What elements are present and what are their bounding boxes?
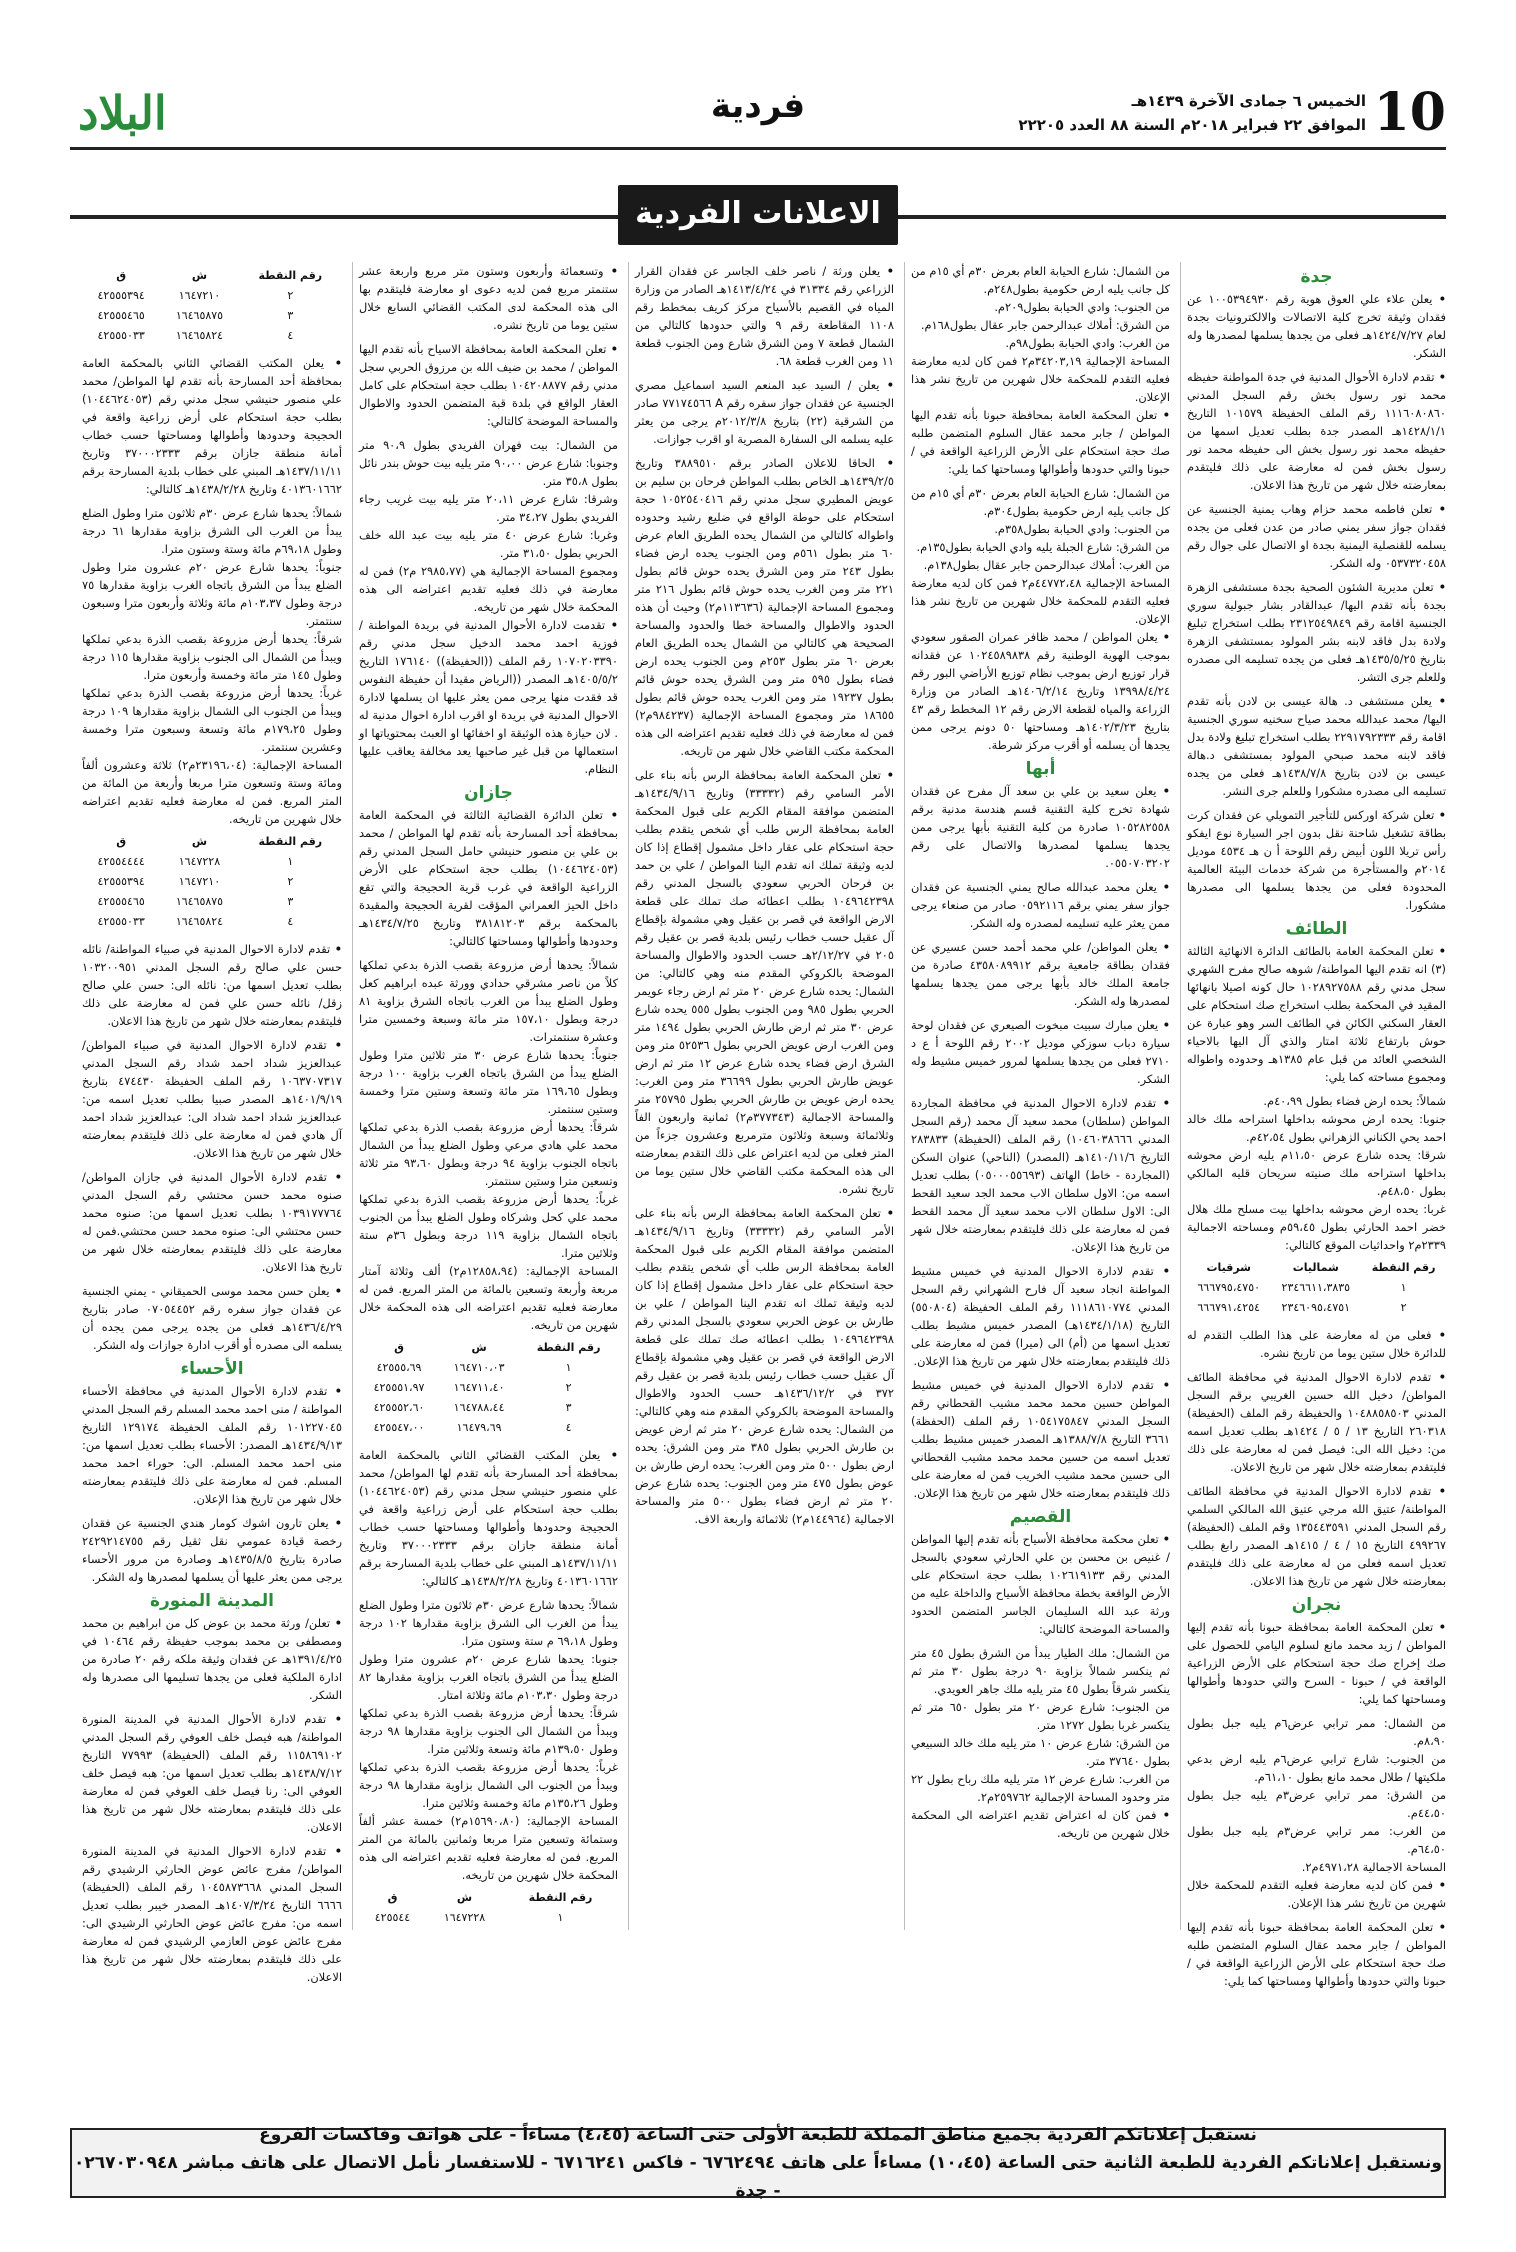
table-cell: ١٦٤٧٢٢٨ <box>443 1911 486 1924</box>
table-row <box>359 1418 618 1438</box>
ad-detail-line: وشرقا: شارع عرض ٢٠،١١ متر يليه بيت غريب رجاء الفريدي بطول ٣٤،٢٧ متر. <box>359 492 618 524</box>
ad-detail-line: من الجنوب: شارع عرض ٢٠ متر بطول ٦٥٠ متر ثم ينكسر غربا بطول ١٢٧٢ متر. <box>911 1700 1170 1732</box>
ad-detail-line: شمالاً: يحدها شارع عرض ٣٠م ثلاثون مترا وطول الضلع يبدأ من الغرب الى الشرق بزاوية مقدارها ١٠٢ درجة وطول ٦٩،١٨ م ستة وستون مترا. <box>359 1598 619 1648</box>
ad-paragraph: • تقدم لادارة الأحوال المدنية في محافظة الأحساء المواطنة / منى احمد محمد المسلم رقم السجل المدني ١٠١٢٢٧٠٤٥ رقم الملف الحفيظة ١٢٩١٧٤ التاريخ ١٤٣٤/٩/١٣هـ المصدر: الأحساء بطلب تعديل اسمها من: منى احمد محمد المسلم. الى: حوراء احمد محمد المسلم. فمن له معارضة على ذلك فليتقدم بمعارضته خلال شهر من تاريخ هذا الإعلان. <box>82 1382 342 1508</box>
table-header-row <box>359 1888 618 1908</box>
ad-detail-line: من الشمال: ملك الطيار يبدأ من الشرق بطول ٤٥ متر ثم ينكسر شمالاً بزاوية ٩٠ درجة بطول ٣٠ متر ثم ينكسر شرقاً بطول ٤٥ متر يليه ملك جاهر العويدي. <box>911 1646 1170 1696</box>
table-cell: ٤٢٥٥٤٤٤٤ <box>97 855 145 868</box>
ad-paragraph: • فمن كان لديه معارضة فعليه التقدم للمحكمة خلال شهرين من تاريخ نشر هذا الإعلان. <box>1187 1876 1446 1912</box>
ad-paragraph: • يعلن تارون اشوك كومار هندي الجنسية عن فقدان رخصة قيادة عمومي نقل ثقيل رقم ٢٤٢٩٢١٤٧٥٥ صادرة بتاريخ ١٤٣٥/٨/٥هـ وصادرة من مرور الأحساء يرجى ممن يعثر عليها أن يسلمها لمصدرها وله الشكر. <box>82 1514 342 1586</box>
city-heading: الأحساء <box>180 1359 244 1379</box>
table-cell: ٤ <box>565 1421 572 1434</box>
ad-detail-line: من الشمال: شارع الحيابة العام بعرض ٣٠م أي ١٥م من كل جانب يليه ارض حكومية بطول٣٠٤م. <box>911 486 1170 518</box>
table-cell: ١٦٤٦٥٨٢٤ <box>175 915 224 928</box>
ad-detail-line: جنوبا: يحدها شارع عرض ٢٠م عشرون مترا وطول الضلع يبدأ من الشرق باتجاه الغرب بزاوية مقدارها ٨٢ درجة وطول ١٠٣،٣٠م مائة وثلاثة امتار. <box>359 1652 619 1702</box>
ads-columns <box>70 262 1447 1988</box>
ad-detail-line: من الشمال: ممر ترابي عرض٦م يليه جبل بطول ٨،٩٠م. <box>1187 1716 1446 1748</box>
page-number: 10 <box>1373 82 1446 143</box>
ad-paragraph: • وتسعمائة وأربعون وستون متر مربع واربعة عشر ستنمتر مربع فمن لديه دعوى او معارضة فليتقدم بها الى هذه المحكمة لدى المكتب القضائي السابع خلال ستين يوما من تاريخ نشره. <box>359 262 618 334</box>
table-row <box>82 912 342 932</box>
masthead <box>70 78 1446 150</box>
ad-detail-line: المساحة الاجمالية ٤٩٧١،٢٨م٢. <box>1301 1860 1446 1874</box>
ad-paragraph: • الحاقا للاعلان الصادر برقم ٣٨٨٩٥١٠ وتاريخ ١٤٣٩/٢/٥هـ الخاص بطلب المواطن فرحان بن سليم بن عويض المطيري سجل مدني رقم ١٠٥٢٥٤٠٤١٦ حجة استحكام على حوطة الواقع في ضليع رشيد وحدوده واطواله كالتالي من الشمال يحده الطريق العام عرض ٦٠ متر بطول ٥٦١م ومن الجنوب يحده ارض فضاء بطول ٢٤٣ متر ومن الشرق يحده حوش قائم بطول ٢٢١ متر ومن الغرب يحده حوش قائم بطول ٢١٦ متر ومجموع المساحة الإجمالية (١١٣٦٣٦م٢) وحيث أن هذه الحدود والاطوال والمساحة خطا والحدود والمساحة الصحيحة هي كالتالي من الشمال يحده الطريق العام بعرض ٦٠ متر بطول ٢٥٣م ومن الجنوب يحده ارض فضاء بطول ٥٩٥ متر ومن الشرق يحده حوش قائم بطول ١٩٢٣٧ متر ومن الغرب يحده حوش قائم بطول ١٨٦٥٥ متر ومجموع المساحة الإجمالية (٩٨٤٢٣٧م٢) فمن له معارضة في ذلك فعليه تقديم اعتراضه الى هذه المحكمة مكتب القاضي خلال شهر من تاريخه. <box>635 454 894 760</box>
ad-detail-line: شرقا: يحده شارع عرض ١١،٥٠م يليه ارض محوشه بداخلها استراحه ملك صنيته سريحان قليه المالكي بطول ٤٨،٥٠م. <box>1187 1148 1447 1198</box>
table-cell: ١٦٤٧٢١٠ <box>178 289 221 302</box>
ad-paragraph: • تعلن مديرية الشئون الصحية بجدة مستشفى الزهرة بجدة بأنه تقدم اليها/ عبدالقادر بشار جبولية سوري الجنسية اقامة رقم ٢٣١٢٥٤٩٨٤٩ بطلب استخراج تبليغ ولادة بدل فاقد لابنه بشر المولود بمستشفى الزهرة بتاريخ ١٤٣٥/٥/٢٥هـ فعلى من يجده تسليمه الى مصدره وللعلم جرى التشر. <box>1187 578 1446 686</box>
ad-detail-line: من الجنوب: شارع ترابي عرض٦م يليه ارض بدعي ملكيتها / طلال محمد مانع بطول ٦١،١٠م. <box>1187 1752 1447 1784</box>
ad-detail-line: شرقاً: يحدها أرض مزروعة بقصب الذرة بدعي تملكها ويبدأ من الشمال الى الجنوب بزاوية مقدارها ٩٨ درجة وطول ١٣٩،٥٠م مائة وتسعة وثلاثين مترا. <box>359 1706 618 1756</box>
table-cell: ٢ <box>287 875 294 888</box>
table-header-cell: ق <box>394 1341 404 1354</box>
coordinates-table <box>359 1888 618 1928</box>
table-header-cell: ش <box>456 1891 473 1904</box>
ad-detail-line: من الجنوب: وادي الحيابة بطول٣٥٨م. <box>994 522 1170 536</box>
table-row <box>359 1908 618 1928</box>
ads-column <box>352 262 618 1930</box>
ad-paragraph: • تعلن المحكمة العامة بمحافظة الرس بأنه بناء على الأمر السامي رقم (٣٣٣٣٢) وتاريخ ١٤٣٤/٩/١٦هـ المتضمن موافقة المقام الكريم على قبول المحكمة العامة بمحافظة الرس طلب أي شخص يتقدم بطلب حجة استحكام على عقار داخل مشمول إقطاع إذا كان لديه وثيقة تملك انه تقدم الينا المواطن / علي بن حمد بن فرحان الحربي سعودي بالسجل المدني رقم ١٠٤٩٦٤٢٣٩٨ بطلب اعطائه صك تملك على قطعة الارض الواقعة في قصر بن عقيل وهي مشمولة بإقطاع آل عقيل حسب خطاب رئيس بلدية قصر بن عقيل رقم ٢٠٥ في ٢/١٢/٢٧هـ حسب الحدود والاطوال والمساحة الموضحة بالكروكي المقدم منه وهي كالتالي: من الشمال: يحده شارع عرض ٢٠ متر ثم ارض رجاء عويمر الحربي بطول ٩٨٥ ومن الجنوب بطول ٥٥٥ يحده شارع عرض ٣٠ متر ثم ارض طارش الحربي بطول ١٤٩٤ متر ومن الغرب ارض عويض الحربي بطول ٥٢٥٣٦ متر ومن الشرق ارض فضاء يحده شارع عرض ١٢ متر ثم ارض عويض طارش الحربي بطول ٣٦٦٩٩ متر ومن الغرب: يحده ارض عويض بن طارش الحربي بطول ٢٥٧٩٥ متر والمساحة الاجمالية (٣٧٧٣٤٣م٢) ثمانية واربعون الفاً وثلاثمائة وسبعة وثلاثون مترمربع وعشرون جزءاً من المتر فعلى من لديه اعتراض على ذلك التقدم بمعارضته الى هذه المحكمة مكتب القاضي خلال ستين يوما من تاريخ نشره. <box>635 766 894 1198</box>
date-hijri: الخميس ٦ جمادى الآخرة ١٤٣٩هـ <box>1131 91 1366 110</box>
city-heading: جدة <box>1300 267 1333 287</box>
ad-paragraph: • تقدم لادارة الاحوال المدنية في صبياء المواطن/ عبدالعزيز شداد احمد شداد رقم السجل المدني ١٠٦٣٧٠٧٣١٧ رقم الملف الحفيظة ٤٧٤٤٣٠ بتاريخ ١٤٠١/٩/١٩هـ المصدر صبيا بطلب تعديل اسمه من: عبدالعزيز شداد احمد شداد الى: عبدالعزيز شداد احمد آل هادي فمن له معارضة على ذلك فليتقدم بمعارضته خلال شهر من تاريخ هذا الاعلان. <box>82 1036 342 1162</box>
ad-paragraph: • تقدم لادارة الاحوال المدنية في صبياء المواطنة/ نائله حسن علي صالح رقم السجل المدني ١٠٣٢٠٠٩٥١ بطلب تعديل اسمها من: نائله الى: حسن علي صالح زقل/ نائله حسن علي فمن له معارضة على ذلك فليتقدم بمعارضته خلال شهر من تاريخ هذا الاعلان. <box>82 940 342 1030</box>
city-heading: أبها <box>1025 759 1056 779</box>
ad-paragraph: • تقدم لادارة الاحوال المدنية في محافظة الطائف المواطنة/ عتيق الله مرجي عتيق الله المالكي السلمي رقم السجل المدني ١٣٥٤٤٣٥٩١ وقم الملف (الحفيظة) ٤٩٩٢٦٧ التاريخ ١٥ / ٤ / ١٤١٥هـ المصدر رابغ بطلب تعديل اسمه فعلى من له معارضة على ذلك فليتقدم بمعارضته خلال شهر من تاريخ هذا الاعلان. <box>1187 1482 1446 1590</box>
table-cell: ٤٢٥٥٥١،٩٧ <box>373 1381 425 1394</box>
table-cell: ٢٣٤٦٦١١،٣٨٣٥ <box>1281 1281 1351 1294</box>
table-cell: ٤ <box>287 329 294 342</box>
table-cell: ١ <box>565 1361 572 1374</box>
ad-paragraph: • يعلن محمد عبدالله صالح يمني الجنسية عن فقدان جواز سفر يمني برقم ٠٥٩٢١١٦ صادر من صنعاء يرجى ممن يعثر عليه تسليمه لمصدره وله الشكر. <box>911 878 1170 932</box>
ad-detail-line: من الشرق: شارع الجبلة يليه وادي الحيابة بطول١٣٥م. <box>916 540 1170 554</box>
ad-detail-line: شرقاً: يحدها أرض مزروعة بقصب الذرة بدعي تملكها محمد علي هادي مرعي وطول الضلع يبدأ من الشمال باتجاه الجنوب بزاوية ٩٤ درجة وبطول ٩٣،٦٠ متر ثلاثة وتسعين مترا وستين سنتمتر. <box>359 1120 618 1188</box>
coordinates-table <box>1187 1258 1446 1318</box>
ad-paragraph: • يعلن سعيد بن علي بن سعد آل مفرح عن فقدان شهادة تخرج كلية التقنية قسم هندسة مدنية برقم ١٠٥٢٨٢٥٥٨ صادرة من كلية التقنية بأبها يرجى ممن يجدها يسلمها لمصدرها والاتصال على رقم ٠٥٥٠٧٠٣٢٠٢. <box>911 782 1170 872</box>
ad-detail-line: غرباً: يحدها أرض مزروعة بقصب الذرة بدعي تملكها ويبدأ من الجنوب الى الشمال بزاوية مقدارها ٩٨ درجة وطول ١٣٥،٢٦م مائة وخمسة وثلاثين مترا. <box>359 1760 618 1810</box>
coordinates-table <box>82 832 342 932</box>
banner-title: الاعلانات الفردية <box>618 185 898 245</box>
ad-paragraph: • تقدم لادارة الاحوال المدنية في محافظة الطائف المواطن/ دخيل الله حسين الغريبي برقم السجل المدني ١٠٤٨٨٥٨٥٠٣ والحفيظة رقم الملف (الحفيظة) ٢٦٠٣١٨ التاريخ ١٣ / ٥ / ١٤٢٤هـ بطلب تعديل اسمه من: دخيل الله الى: فيصل فمن له معارضة على ذلك فليتقدم بمعارضته خلال شهر من تاريخ الاعلان. <box>1187 1368 1446 1476</box>
table-header-cell: ق <box>116 835 127 848</box>
table-header-row <box>82 266 342 286</box>
table-header-cell: رقم النقطة <box>258 835 323 848</box>
table-row <box>1187 1278 1446 1298</box>
table-row <box>82 306 342 326</box>
ad-paragraph: • يعلن مبارك سبيت مبخوت الصيعري عن فقدان لوحة سيارة دباب سوزكي موديل ٢٠٠٢ رقم اللوحة أ ع د ٢٧١٠ فعلى من يجدها يسلمها لمرور خميس مشيط وله الشكر. <box>911 1016 1170 1088</box>
table-cell: ٤٢٥٥٤٤ <box>374 1911 411 1924</box>
table-row <box>359 1358 618 1378</box>
ad-detail-line: من الشمال: بيت فهران الفريدي بطول ٩٠،٩ متر وجنوبا: شارع عرض ٩٠،٠٠ متر يليه بيت حوش بندر نائل بطول ٣٥،٨ متر. <box>359 438 618 488</box>
table-cell: ٣ <box>287 309 294 322</box>
coordinates-table <box>359 1338 618 1438</box>
footer-line-1: نستقبل إعلاناتكم الفردية بجميع مناطق المملكة للطبعة الأولى حتى الساعة (٤،٤٥) مساءاً - على هواتف وفاكسات الفروع <box>259 2125 1257 2145</box>
table-header-cell: رقم النقطة <box>528 1891 593 1904</box>
table-cell: ٦٦٦٧٩٥،٤٧٥٠ <box>1197 1281 1261 1294</box>
table-cell: ٤٢٥٥٥٠٣٣ <box>97 329 145 342</box>
table-header-cell: ق <box>116 269 127 282</box>
footer-line-2: ونستقبل إعلاناتكم الفردية للطبعة الثانية حتى الساعة (١٠،٤٥) مساءاً على هاتف ٦٧٦٢٤٩٤ - فاكس ٦٧١٦٢٤١ - للاستفسار نأمل الاتصال على هاتف مباشر ٠٢٦٧٠٣٠٩٤٨ - جدة <box>74 2153 1442 2201</box>
table-cell: ٣ <box>565 1401 572 1414</box>
ad-detail-line: من الغرب: وادي الحيابة بطول٩٨م. <box>1005 336 1170 350</box>
ad-paragraph: • تقدم لادارة الأحوال المدنية في جازان المواطن/ صنوه محمد حسن محتشي رقم السجل المدني ١٠٣٩١٧٧٧٦٤ بطلب تعديل اسمها من: صنوه محمد حسن محتشي الى: صنوه محمد حسن محتشي.فمن له معارضة على ذلك فليتقدم بمعارضته خلال شهر من تاريخ هذا الاعلان. <box>82 1168 342 1276</box>
ad-detail-line: وغربا: شارع عرض ٤٠ متر يليه بيت عبد الله خلف الحربي بطول ٣١،٥٠ متر. <box>359 528 619 560</box>
table-cell: ٤٢٥٥٤٧،٠٠ <box>373 1421 425 1434</box>
table-cell: ١٦٤٧٢١٠ <box>178 875 221 888</box>
table-row <box>82 286 342 306</box>
ad-paragraph: • تعلن المحكمة العامة بمحافظة حبونا بأنه تقدم إليها المواطن / زيد محمد مانع لسلوم اليامي للحصول على صك إخراج صك حجة استحكام على الأرض الزراعية الواقعة في / حبونا - السرح والتي حدودها وأطوالها ومساحتها كما يلي: <box>1187 1618 1446 1708</box>
ad-detail-line: المساحة الإجمالية: (١٥٦٩٠،٨٠م٢) خمسة عشر ألفاً وستمائة وتسعين مترا مربعا وثمانين بالمائة من المتر المربع. فمن له معارضة فعليه تقديم اعتراضه الى هذه المحكمة خلال شهرين من تاريخه. <box>359 1814 618 1882</box>
ad-paragraph: • تعلن المحكمة العامة بمحافظة الاسياح بأنه تقدم اليها المواطن / محمد بن ضيف الله بن مرزوق الحربي سجل مدني رقم ١٠٤٢٠٨٨٧٧ بطلب حجة استحكام على كامل العقار الواقع في بلدة قبة المتضمن الحدود والاطوال والمساحة الموضحة كالتالي: <box>359 340 618 430</box>
table-cell: ١٦٤٧١٠،٠٣ <box>453 1361 505 1374</box>
ad-detail-line: غرباً: يحدها أرض مزروعة بقصب الذرة بدعي تملكها محمد علي كحل وشركاه وطول الضلع يبدأ من الجنوب باتجاه الشمال بزاوية ١١٩ درجة وبطول ٣٦م ستة وثلاثين مترا. <box>359 1192 619 1260</box>
ad-paragraph: • تقدم لادارة الاحوال المدنية في خميس مشيط المواطن حسين محمد محمد مشيب القحطاني رقم السجل المدني ١٠٥٤١٧٥٨٤٧ رقم الملف (الحفظة) ٣٦٦١ التاريخ ١٣٨٨/٧/٨هـ المصدر خميس مشيط بطلب تعديل اسمه من حسين محمد محمد مشيب القحطاني الى حسين محمد مشيب الخريب فمن له معارضة على ذلك فليتقدم بمعارضته خلال شهر من تاريخ هذا الإعلان. <box>911 1376 1170 1502</box>
ad-paragraph: • تعلن المحكمة العامة بمحافظة حبونا بأنه تقدم اليها المواطن / جابر محمد عقال السلوم المتضمن طلبه صك حجة استحكام على الأرض الزراعية الواقعة في / حبونا والتي حدودها وأطوالها ومساحتها كما يلي: <box>911 406 1170 478</box>
ad-detail-line: ومجموع المساحة الإجمالية هي (٢٩٨٥،٧٧ م٢) فمن له معارضة في ذلك فعليه تقديم اعتراضه الى هذه المحكمة خلال شهر من تاريخه. <box>359 564 618 614</box>
table-cell: ٤٢٥٥٥٣٩٤ <box>97 875 145 888</box>
ad-paragraph: • يعلن علاء علي العوق هوية رقم ١٠٠٥٣٩٤٩٣٠ عن فقدان وثيقة تخرج كلية الاتصالات والالكترونيات بجدة لعام ١٤٢٤/٧/٢٧هـ فعلى من يجدها يسلمها لمصدرها وله الشكر. <box>1187 290 1446 362</box>
ad-detail-line: شمالاً: يحده ارض فضاء بطول ٤٠،٩٩م. <box>1263 1094 1446 1108</box>
table-cell: ٢٣٤٦٠٩٥،٤٧٥١ <box>1281 1301 1351 1314</box>
table-cell: ٣ <box>287 895 294 908</box>
ad-paragraph: • فمن كان له اعتراض تقديم اعتراضه الى المحكمة خلال شهرين من تاريخه. <box>911 1806 1170 1842</box>
table-header-cell: ش <box>191 835 208 848</box>
coordinates-table <box>82 266 342 346</box>
table-cell: ٤٢٥٥٥٤٦٥ <box>97 895 145 908</box>
ad-paragraph: • تعلن/ ورثة محمد بن عوض كل من ابراهيم بن محمد ومصطفى بن محمد بموجب حفيظة رقم ١٠٤٦٤ في ١٣٩١/٤/٢٥هـ عن فقدان وثيقة ملكه رقم ٢٠ صادرة من ادارة الملكية فعلى من يجدها تسليمها الى مصدرها وله الشكر. <box>82 1614 342 1704</box>
table-cell: ٤٢٥٥٥٠٣٣ <box>97 915 145 928</box>
ad-paragraph: • فعلى من له معارضة على هذا الطلب التقدم له للدائرة خلال ستين يوما من تاريخ نشره. <box>1187 1326 1446 1362</box>
table-cell: ٤ <box>287 915 294 928</box>
ad-paragraph: • تقدم لادارة الأحوال المدنية في جدة المواطنة حفيظه محمد نور رسول بخش رقم السجل المدني ١١١٦٠٨٠٨٦٠ رقم الملف الحفيظة ١٠١٥٧٩ التاريخ ١٤٢٨/١/١هـ المصدر جدة بطلب تعديل اسمها من حفيظه محمد نور رسول بخش الى حفيظه محمد نور رسول بخش فمن له معارضة على ذلك فليتقدم بمعارضته خلال شهر من تاريخ هذا الاعلان. <box>1187 368 1446 494</box>
ad-paragraph: • يعلن مستشفى د. هالة عيسى بن لادن بأنه تقدم اليها/ محمد عبدالله محمد صياح سخنيه سوري الجنسية اقامة رقم ٢٢٩١٧٩٢٣٣٣ بطلب استخراج تبليغ ولادة بدل فاقد لابنه محمد صبحي المولود بمستشفى د.هالة عيسى بن لادن بتاريخ ١٤٣٨/٧/٨هـ فعلى من يجده تسليمه الى مصدره مشكورا وللعلم جرى النشر. <box>1187 692 1446 800</box>
ads-column <box>76 262 343 1984</box>
newspaper-logo: البلاد <box>78 85 167 140</box>
ad-paragraph: • تقدم لادارة الأحوال المدنية في المدينة المنورة المواطنة/ هبه فيصل خلف العوفي رقم السجل المدني ١١٥٨٦٩١٠٢ رقم الملف (الحفيظة) ٧٧٩٩٣ التاريخ ١٤٣٨/٧/١٢هـ بطلب تعديل اسمها من: هبه فيصل خلف العوفي الى: رنا فيصل خلف العوفي فمن له معارضة على ذلك فليتقدم بمعارضته خلال شهر من تاريخ هذا الاعلان. <box>82 1710 342 1836</box>
table-cell: ١٦٤٧٩،٦٩ <box>456 1421 502 1434</box>
table-header-cell: شرقيات <box>1206 1261 1251 1274</box>
ad-paragraph: • يعلن المواطن / محمد ظافر عمران الصقور سعودي بموجب الهوية الوطنية رقم ١٠٢٤٥٨٩٨٣٨ عن فقدانه قرار توزيع ارض بموجب نظام توزيع الأراضي البور رقم ١٣٩٩٨/٤/٢٤ وتاريخ ١٤٠٦/٢/١٤هـ الصادر من وزارة الزراعة والمياه لقطعة الارض رقم ١٢ المخطط رقم ٤٣ بتاريخ ١٤٠٢/٣/٢٣هـ ومساحتها ٥٠ دونم يرجى ممن يجدها أن يسلمه أو أقرب مركز شرطة. <box>911 628 1170 754</box>
ad-detail-line: شمالاً: يحدها شارع عرض ٣٠م ثلاثون مترا وطول الضلع يبدأ من الغرب الى الشرق بزاوية مقدارها ٦١ درجة وطول ٦٩،١٨م مائة وستة وستون مترا. <box>82 506 343 556</box>
ad-detail-line: جنوبا: يحده ارض محوشه بداخلها استراحه ملك خالد احمد يحي الكناني الزهراني بطول ٤٢،٥٤م. <box>1187 1112 1446 1144</box>
table-cell: ١ <box>287 855 294 868</box>
table-header-cell: شماليات <box>1292 1261 1339 1274</box>
table-row <box>82 326 342 346</box>
table-cell: ٦٦٦٧٩١،٤٢٥٤ <box>1197 1301 1261 1314</box>
city-heading: الطائف <box>1285 919 1348 939</box>
ad-detail-line: من الشرق: أملاك عبدالرحمن جابر عقال بطول١٦٨م. <box>920 318 1170 332</box>
ad-paragraph: • يعلن المواطن/ علي محمد أحمد حسن عسيري عن فقدان بطاقة جامعية برقم ٤٣٥٨٠٨٩٩١٢ صادرة من جامعة الملك خالد بأبها يرجى ممن يجدها يسلمها لمصدرها وله الشكر. <box>911 938 1170 1010</box>
ad-paragraph: • تعلن المحكمة العامة بالطائف الدائرة الانهائية الثالثة (٣) انه تقدم اليها المواطنة/ شوهه صالح مفرح الشهري سجل مدني رقم ١٠٢٨٩٢٧٥٨٨ حال كونه اصيلا بانهائها المقيد في المحكمة بطلب استخراج صك استحكام على العقار السكني الكائن في الطائف السر وهو عبارة عن حوش بارتفاع ثلاثة امتار والذي آل اليها بالاحياء الشخصي العائد من قبل عام ١٣٨٥هـ وحدوده واطواله ومجموع مساحته كما يلي: <box>1187 942 1446 1086</box>
ad-detail-line: من الشرق: شارع عرض ١٠ متر يليه ملك خالد السبيعي بطول ٣٧٦٤٠ متر. <box>911 1736 1170 1768</box>
section-name: فردية <box>710 86 806 126</box>
table-row <box>82 892 342 912</box>
ad-detail-line: من الغرب: ممر ترابي عرض٣م يليه جبل بطول ٦٤،٥٠م. <box>1187 1824 1446 1856</box>
table-cell: ٢ <box>287 289 294 302</box>
table-header-cell: ش <box>471 1341 487 1354</box>
ad-detail-line: من الشمال: شارع الحيابة العام بعرض ٣٠م أي ١٥م من كل جانب يليه ارض حكومية بطول٢٤٨م. <box>911 264 1170 296</box>
city-heading: المدينة المنورة <box>149 1591 274 1611</box>
ad-detail-line: من الجنوب: وادي الحيابة بطول٢٠٩م. <box>994 300 1170 314</box>
table-cell: ١٦٤٦٥٨٧٥ <box>175 895 224 908</box>
ad-paragraph: • يعلن حسن محمد موسى الحميقاني - يمني الجنسية عن فقدان جواز سفره رقم ٠٧٠٥٤٤٥٢ صادر بتاريخ ١٤٣٦/٤/٢٩هـ فعلى من يجده يرجى ممن يجده أن يسلمه الى مصدره أو أقرب ادارة جوازات وله الشكر. <box>82 1282 342 1354</box>
table-cell: ١٦٤٧٢٢٨ <box>178 855 221 868</box>
city-heading: جازان <box>464 783 513 803</box>
ad-paragraph: • يعلن المكتب القضائي الثاني بالمحكمة العامة بمحافظة أحد المسارحة بأنه تقدم لها المواطن/ محمد علي منصور حنيشي سجل مدني رقم (١٠٤٤٦٢٤٠٥٣) بطلب حجة استحكام على أرض زراعية واقعة في الحجيجة وحدودها وأطوالها ومساحتها حسب خطاب أمانة منطقة جازان برقم ٣٧٠٠٠٢٣٣٣ وتاريخ ١٤٣٧/١١/١١هـ المبني على خطاب بلدية المسارحة برقم ٤٠١٣٦٠١٦٦٢ وتاريخ ١٤٣٨/٢/٢٨هـ كالتالي: <box>82 354 342 498</box>
ad-detail-line: جنوباً: يحدها شارع عرض ٢٠م عشرون مترا وطول الضلع يبدأ من الشرق باتجاه الغرب بزاوية مقدارها ٧٥ درجة وطول ١٠٣،٣٧م مائة وثلاثة وأربعون مترا وسبعون سنتمتر. <box>82 560 342 628</box>
ad-paragraph: • تقدمت لادارة الأحوال المدنية في بريدة المواطنة / فوزية احمد محمد الدخيل سجل مدني رقم ١٠٧٠٢٠٣٣٩٠ رقم الملف ((الحفيظة)) ١٧٦١٤٠ التاريخ ١٤٠٥/٥/٢هـ المصدر ((الرياض مقيدا أن حفيظة النفوس قد فقدت منها يرجى ممن يعثر عليها ان يسلمها لادارة الاحوال المدنية في بريدة او اقرب ادارة احوال مدنية له . لان حيازة هذه الوثيقة او اخفائها او العبث بمحتوياتها او استعمالها من قبل غير صاحبها يعد مخالفة يعاقب عليها النظام. <box>359 616 618 778</box>
table-cell: ٤٢٥٥٥٣٩٤ <box>97 289 145 302</box>
table-cell: ٤٢٥٥٥٢،٦٠ <box>373 1401 425 1414</box>
table-cell: ١٦٤٧٨٨،٤٤ <box>453 1401 505 1414</box>
table-header-row <box>82 832 342 852</box>
ad-detail-line: شرقاً: يحدها أرض مزروعة بقصب الذرة بدعي تملكها ويبدأ من الشمال الى الجنوب بزاوية مقدارها ١١٥ درجة وطول ١٤٥ متر مائة وخمسة وأربعون مترا. <box>82 632 342 682</box>
ad-paragraph: • تقدم لادارة الاحوال المدنية في محافظة المجاردة المواطن (سلطان) محمد سعيد آل محمد (رقم السجل المدني ١٠٤٦٠٣٨٦٦٦) رقم الملف (الحفيظة) ٢٨٣٨٣٣ التاريخ ١٤١٠/١١/٦هـ (المصدر) (الناحي) عنوان السكن (المجاردة - خاط) الهاتف (٠٥٠٠٠٥٥٦٩٣) بطلب تعديل اسمه من: الاول سلطان الاب محمد الجد سعيد القحط الى: الاول سلطان الاب محمد سعيد آل محمد القحط فمن له معارضة على ذلك فليتقدم بمعارضته خلال شهر من تاريخ هذا الإعلان. <box>911 1094 1170 1256</box>
ad-paragraph: • يعلن المكتب القضائي الثاني بالمحكمة العامة بمحافظة أحد المسارحة بأنه تقدم لها المواطن/ محمد علي منصور حنيشي سجل مدني رقم (١٠٤٤٦٢٤٠٥٣) بطلب حجة استحكام على أرض زراعية واقعة في الحجيجة وحدودها وأطوالها ومساحتها حسب خطاب أمانة منطقة جازان برقم ٣٧٠٠٠٢٣٣٣ وتاريخ ١٤٣٧/١١/١١هـ المبني على خطاب بلدية المسارحة برقم ٤٠١٣٦٠١٦٦٢ وتاريخ ١٤٣٨/٢/٢٨هـ كالتالي: <box>359 1446 618 1590</box>
table-header-cell: رقم النقطة <box>258 269 323 282</box>
ad-paragraph: • يعلن ورثة / ناصر خلف الجاسر عن فقدان القرار الزراعي رقم ٣١٣٣٤ في ١٤١٣/٤/٢٤هـ الصادر من وزارة المياه في القصيم بالأسياح مركز كريف بمخطط رقم ١١٠٨ المقاطعة رقم ٩ والتي حدودها كالتالي من الشمال قطعة ٧ ومن الشرق شارع ومن الجنوب قطعة ١١ ومن الغرب قطعة ٦٨. <box>635 262 894 370</box>
table-header-cell: رقم النقطة <box>536 1341 601 1354</box>
table-cell: ٢ <box>1400 1301 1407 1314</box>
table-row <box>359 1378 618 1398</box>
ad-detail-line: المساحة الإجمالية ٣٤٢٠٣,١٩م٢ فمن كان لديه معارضة فعليه التقدم للمحكمة خلال شهرين من تاريخ نشر هذا الإعلان. <box>911 354 1170 404</box>
table-cell: ١ <box>1400 1281 1407 1294</box>
ad-paragraph: • تعلن شركة اوركس للتأجير التمويلي عن فقدان كرت بطاقة تشغيل شاحنة نقل بدون اجر السيارة نوع ايفكو رأس تريلا اللون أبيض رقم اللوحة أ ن هـ ٤٥٣٤ موديل ٢٠١٤م والمستأجرة من شركة خدمات البيئة العالمية المحدودة فعلى من يجدها يسلمها الى مصدرها مشكورا. <box>1187 806 1446 914</box>
table-header-row <box>359 1338 618 1358</box>
date-gregorian: الموافق ٢٢ فبراير ٢٠١٨م السنة ٨٨ العدد ٢٢٢٠٥ <box>1018 115 1366 134</box>
ad-detail-line: المساحة الإجمالية: (٢٣١٩٦،٠٤م٢) ثلاثة وعشرون ألفاً ومائة وستة وتسعون مترا مربعا وأربعة من المائة من المتر المربع. فمن له معارضة فعليه تقديم اعتراضه خلال شهرين من تاريخه. <box>82 758 343 826</box>
ad-paragraph: • يعلن / السيد عبد المنعم السيد اسماعيل مصري الجنسية عن فقدان جواز سفره رقم A ٧٧١٧٤٥٦٦ صادر من الشرقية (٢٢) بتاريخ ٢٠١٢/٣/٨م يرجى من يعثر عليه يسلمه الى السفارة المصرية او اقرب جوازات. <box>635 376 894 448</box>
ad-detail-line: من الغرب: شارع عرض ١٢ متر يليه ملك رباح بطول ٢٢ متر وحدود المساحة الإجمالية ٢٥٩٧٦٢م٢. <box>911 1772 1170 1804</box>
table-header-cell: ش <box>191 269 208 282</box>
ad-paragraph: • تعلن الدائرة القضائية الثالثة في المحكمة العامة بمحافظة أحد المسارحة بأنه تقدم لها المواطن / محمد بن علي بن منصور حنيشي حامل السجل المدني رقم (١٠٤٤٦٢٤٠٥٣) بطلب حجة استحكام على الأرض الزراعية الواقعة في غرب قرية الحجيجة والتي تقع داخل الحيز العمراني المؤقت لقرية الحجيجة والمقيدة بالمحكمة برقم ٣٨١٨١٢٠٣ وتاريخ ١٤٣٤/٧/٢٥هـ وحدودها وأطوالها ومساحتها كالتالي: <box>359 806 618 950</box>
table-row <box>82 872 342 892</box>
ads-column <box>628 262 894 1930</box>
ad-paragraph: • تعلن فاطمه محمد حزام وهاب يمنية الجنسية عن فقدان جواز سفر يمني صادر من عدن فعلى من يجده يسلمه للقنصلية اليمنية بجدة او الاتصال على جوال رقم ٠٥٣٧٣٢٠٤٥٨ وله الشكر. <box>1187 500 1446 572</box>
ads-column <box>904 262 1170 1930</box>
ad-paragraph: • تقدم لادارة الاحوال المدنية في المدينة المنورة المواطن/ مفرج عائض عوض الحارثي الرشيدي رقم السجل المدني ١٠٤٥٨٧٣٦٦٨ رقم الملف (الحفيظة) ٦٦٦٦ التاريخ ١٤٠٧/٣/٢٤هـ المصدر خيبر بطلب تعديل اسمه من: مفرج عائض عوض الحارثي الرشيدي الى: مفرج عائض عوض العازمي الرشيدي فمن له معارضة على ذلك فليتقدم بمعارضته خلال شهر من تاريخ هذا الاعلان. <box>82 1842 342 1986</box>
table-cell: ١٦٤٦٥٨٢٤ <box>175 329 224 342</box>
table-cell: ١٦٤٧١١،٤٠ <box>453 1381 505 1394</box>
table-cell: ١ <box>557 1911 564 1924</box>
table-header-cell: ق <box>387 1891 398 1904</box>
ad-detail-line: جنوباً: يحدها شارع عرض ٣٠ متر ثلاثين مترا وطول الضلع يبدأ من الشرق باتجاه الغرب بزاوية ١٠٠ درجة وبطول ١٦٩،٦٥ متر مائة وتسعة وستين مترا وخمسة وستين سنتمتر. <box>359 1048 619 1116</box>
ad-detail-line: غرباً: يحدها أرض مزروعة بقصب الذرة بدعي تملكها ويبدأ من الجنوب الى الشمال بزاوية مقدارها ١٠٩ درجة وطول ١٧٩،٢٥م مائة وتسعة وسبعون مترا وخمسة وعشرين سنتمتر. <box>82 686 342 754</box>
city-heading: القصيم <box>1009 1507 1072 1527</box>
city-heading: نجران <box>1291 1595 1342 1615</box>
table-row <box>1187 1298 1446 1318</box>
table-cell: ٢ <box>565 1381 572 1394</box>
ad-detail-line: من الغرب: أملاك عبدالرحمن جابر عقال بطول١٣٨م. <box>923 558 1170 572</box>
ad-detail-line: غربا: يحده ارض محوشه بداخلها بيت مسلح ملك هلال خضر احمد الحارثي بطول ٥٩،٤٥م ومساحته الاجمالية ٢٣٣٩م٢ واحداثيات الموقع كالتالي: <box>1187 1202 1446 1252</box>
ad-paragraph: • تعلن المحكمة العامة بمحافظة حبونا بأنه تقدم إليها المواطن / جابر محمد عقال السلوم المتضمن طلبه صك حجة استحكام على الأرض الزراعية الواقعة في / حبونا والتي حدودها وأطوالها ومساحتها كما يلي: <box>1187 1918 1446 1990</box>
ad-paragraph: • تقدم لادارة الاحوال المدنية في خميس مشيط المواطنة انجاد سعيد آل فارح الشهراني رقم السجل المدني ١١١٨٦١٠٧٧٤ رقم الملف الحفيظة (٥٥٠٨٠٤) التاريخ (١٤٣٤/١/١٨هـ) المصدر خميس مشيط بطلب تعديل اسمها من (أم) الى (ميرا) فمن له معارضة على ذلك فليتقدم بمعارضته خلال شهر من تاريخ هذا الإعلان. <box>911 1262 1170 1370</box>
table-header-row <box>1187 1258 1446 1278</box>
table-header-cell: رقم النقطة <box>1371 1261 1436 1274</box>
ad-detail-line: شمالاً: يحدها أرض مزروعة بقصب الذرة بدعي تملكها كلاً من ناصر مشرقي حدادي وورثة عبده ابراهيم كعل وطول الضلع يبدأ من الغرب باتجاه الشرق بزاوية ٨١ درجة وبطول ١٥٧،١٠ متر مائة وسبعة وخمسين مترا وعشرة سنتمترات. <box>359 958 618 1044</box>
ad-detail-line: المساحة الإجمالية ٤٤٧٧٢،٤٨م٢ فمن كان لديه معارضة فعليه التقدم للمحكمة خلال شهرين من تاريخ نشر هذا الإعلان. <box>911 576 1170 626</box>
table-cell: ٤٢٥٥٥،٦٩ <box>376 1361 422 1374</box>
footer-notice <box>70 2125 1446 2201</box>
ad-paragraph: • تعلن المحكمة العامة بمحافظة الرس بأنه بناء على الأمر السامي رقم (٣٣٣٣٢) وتاريخ ١٤٣٤/٩/١٦هـ المتضمن موافقة المقام الكريم على قبول المحكمة العامة بمحافظة الرس طلب أي شخص يتقدم بطلب حجة استحكام على عقار داخل مشمول إقطاع إذا كان لديه وثيقة تملك انه تقدم الينا المواطن / علي بن طارش بن عوض الحربي سعودي بالسجل المدني رقم ١٠٤٩٦٤٢٣٩٨ بطلب اعطائه صك تملك على قطعة الارض الواقعة في قصر بن عقيل وهي مشمولة بإقطاع آل عقيل حسب خطاب رئيس بلدية قصر بن عقيل رقم ٣٧٢ في ١٤٣٦/١٢/٢هـ حسب الحدود والاطوال والمساحة الموضحة بالكروكي المقدم منه وهي كالتالي: من الشمال: يحده شارع عرض ٢٠ متر ثم ارض عويض بن طارش الحربي بطول ٣٨٥ متر ومن الشرق: يحده ارض بطول ٥٠٠ متر ومن الغرب: يحده ارض طارش بن عوض بطول ٤٧٥ متر ومن الجنوب: يحده شارع عرض ٢٠ متر ثم ارض فضاء بطول ٥٠٠ متر والمساحة الاجمالية (١٤٤٩٦٤م٢) ثلاثمائة واربعة الاف. <box>635 1204 894 1528</box>
table-cell: ١٦٤٦٥٨٧٥ <box>175 309 224 322</box>
ad-detail-line: المساحة الإجمالية: (١٢٨٥٨،٩٤م٢) ألف وثلاثة آمتار مربعة وأربعة وتسعين بالمائة من المتر المربع. فمن له معارضة فعليه تقديم اعتراضه الى هذه المحكمة خلال شهرين من تاريخه. <box>359 1264 619 1332</box>
section-banner <box>70 185 1446 245</box>
table-row <box>359 1398 618 1418</box>
ad-paragraph: • تعلن محكمة محافظة الأسياح بأنه تقدم إليها المواطن / غنيص بن محسن بن علي الحارثي سعودي بالسجل المدني رقم ١٠٢٦١٩١٣٣ بطلب حجة استحكام على الأرض الواقعة بخطة محافظة الأسياح والداخلة عليه من ورثة عبد الله السليمان الجاسر المتضمن الحدود والمساحة الموضحة كالتالي: <box>911 1530 1170 1638</box>
ads-column <box>1180 262 1447 1988</box>
ad-detail-line: من الشرق: ممر ترابي عرض٣م يليه جبل بطول ٤٤،٥٠م. <box>1187 1788 1446 1820</box>
table-cell: ٤٢٥٥٥٤٦٥ <box>97 309 145 322</box>
table-row <box>82 852 342 872</box>
